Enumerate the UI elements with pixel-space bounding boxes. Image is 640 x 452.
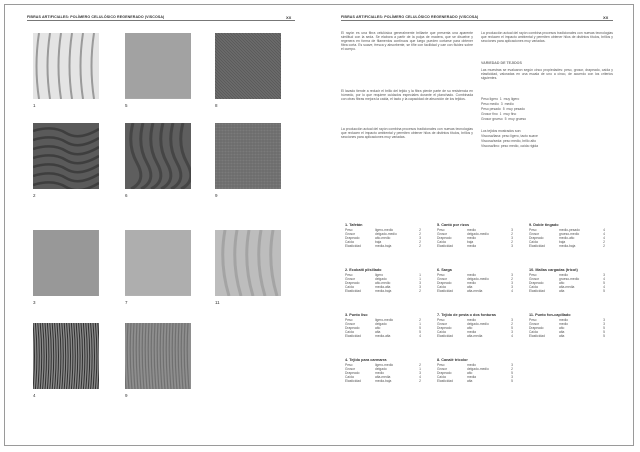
fabric-swatch — [33, 33, 99, 99]
property-block: 7. Tejido de pesta o dos fonturas Peso medio 3 Grosor delgado-medio 2 Drapeado alto 5 Caída media 3 Elasticidad alta-media 4 — [437, 313, 513, 338]
scale-row: Peso medio 3 medio — [481, 102, 514, 106]
swatch-label: 5 — [125, 103, 128, 108]
property-block: 3. Punto liso Peso ligero-medio 2 Grosor delgado 1 Drapeado alto 5 Caída alta 5 Elasticidad media-alta 4 — [345, 313, 421, 338]
note-line: Viscosa/lino: peso medio, caída rígida — [481, 144, 539, 148]
swatch-label: 9 — [215, 193, 218, 198]
property-block: 1. Tafetán Peso ligero-medio 2 Grosor delgado-medio 2 Drapeado alto-medio 3 Caída baja 2 Elasticidad media-baja 2 — [345, 223, 421, 248]
property-block: 8. Canalé tricolor Peso medio 3 Grosor delgado-medio 2 Drapeado alto 5 Caída media 3 Elasticidad alta 5 — [437, 358, 513, 383]
note-line: Viscosa/lana: peso ligero, tacto suave — [481, 134, 538, 138]
swatch-label: 4 — [33, 393, 36, 398]
note-line: Viscosa/seda: peso medio, brillo alto — [481, 139, 536, 143]
header-rule-right — [341, 20, 613, 21]
body-paragraph: La producción actual del rayón combina procesos tradicionales con nuevas tecnologías que reducen el impacto ambiental y permiten obtener hilos de distintos títulos, brillos y secciones para aplicaciones muy variadas. — [341, 127, 473, 140]
fabric-swatch — [215, 33, 281, 99]
body-paragraph: La producción actual del rayón combina procesos tradicionales con nuevas tecnologías que reducen el impacto ambiental y permiten obtener hilos de distintos títulos, brillos y secciones para aplicaciones muy variadas. — [481, 31, 613, 44]
swatch-label: 11 — [215, 300, 220, 305]
scale-row: Peso pesado 5 muy pesado — [481, 107, 525, 111]
body-paragraph: El lavado tiende a reducir el brillo del tejido y la fibra pierde parte de su resistencia en húmedo, por lo que requiere cuidados especiales durante el planchado. Combinada con otras fibras mejora la caída, el tacto y la capacidad de absorción de los tejidos. — [341, 89, 473, 102]
page-number-right: XX — [603, 15, 609, 20]
scale-definitions — [481, 97, 613, 123]
property-block: 2. Ecobaiti plisillado Peso ligero 1 Grosor delgado 1 Drapeado alto-medio 3 Caída media-alta 3 Elasticidad media-baja 2 — [345, 268, 421, 293]
property-block: 4. Tejido para carmarra Peso ligero-medio 2 Grosor delgado 1 Drapeado medio 3 Caída alta-media 4 Elasticidad media-baja 2 — [345, 358, 421, 383]
fabric-swatch — [215, 123, 281, 189]
scale-row: Grosor fino 1 muy fino — [481, 112, 517, 116]
swatch-label: 6 — [125, 193, 128, 198]
book-spread — [4, 4, 634, 446]
swatch-label: 3 — [33, 300, 36, 305]
property-block: 5. Cantó por rizos Peso medio 3 Grosor delgado-medio 2 Drapeado medio 3 Caída baja 2 Elasticidad media 3 — [437, 223, 513, 248]
swatch-label: 1 — [33, 103, 36, 108]
page-number-left: XX — [286, 15, 292, 20]
fabric-swatch — [33, 323, 99, 389]
fabric-swatch — [125, 230, 191, 296]
body-paragraph: Las muestras se evaluaron según cinco propiedades: peso, grosor, drapeado, caída y elasticidad, valoradas en una escala de uno a cinco, de acuerdo con los criterios siguientes. — [481, 68, 613, 81]
swatch-label: 9 — [125, 393, 128, 398]
note-line: Los tejidos mostrados son: — [481, 129, 522, 133]
swatch-label: 7 — [125, 300, 128, 305]
fabric-swatch — [33, 123, 99, 189]
swatch-label: 2 — [33, 193, 36, 198]
section-subhead: VARIEDAD DE TEJIDOS — [481, 61, 522, 65]
property-block: 9. Doble tingado Peso medio-pesado 4 Grosor grueso-medio 4 Drapeado medio-alto 4 Caída baja 2 Elasticidad media-baja 2 — [529, 223, 605, 248]
fabric-swatch — [125, 323, 191, 389]
fabric-swatch — [33, 230, 99, 296]
property-block: 10. Mallas cargadas (tricot) Peso medio 3 Grosor grueso-medio 4 Drapeado alto 5 Caída alta-media 4 Elasticidad alta 5 — [529, 268, 605, 293]
running-header-left: FIBRAS ARTIFICIALES: POLÍMERO CELULÓSICO REGENERADO (VISCOSA) — [27, 15, 165, 19]
body-paragraph: El rayón es una fibra celulósica generalmente brillante que presenta una aparente similitud con la seda. Se elabora a partir de la pulpa de madera, que se disuelve y regenera en forma de filamentos continuos que luego pueden cortarse para obtener fibra corta. Es suave, fresca y absorbente, se tiñe con facilidad y cae con fluidez sobre el cuerpo. — [341, 31, 473, 52]
scale-row: Peso ligero 1 muy ligero — [481, 97, 520, 101]
property-block: 6. Sarga Peso medio 3 Grosor delgado-medio 2 Drapeado medio 3 Caída alta 3 Elasticidad alta-media 4 — [437, 268, 513, 293]
fabric-swatch — [215, 230, 281, 296]
property-block: 11. Punto fon-capillado Peso medio 3 Grosor medio 3 Drapeado alto 5 Caída alta 5 Elasticidad alta 5 — [529, 313, 605, 338]
fabric-swatch — [125, 123, 191, 189]
header-rule-left — [27, 20, 295, 21]
running-header-right: FIBRAS ARTIFICIALES: POLÍMERO CELULÓSICO REGENERADO (VISCOSA) — [341, 15, 479, 19]
swatch-label: 8 — [215, 103, 218, 108]
fabric-swatch — [125, 33, 191, 99]
scale-row: Grosor grueso 5 muy grueso — [481, 117, 527, 121]
notes-list — [481, 129, 613, 151]
